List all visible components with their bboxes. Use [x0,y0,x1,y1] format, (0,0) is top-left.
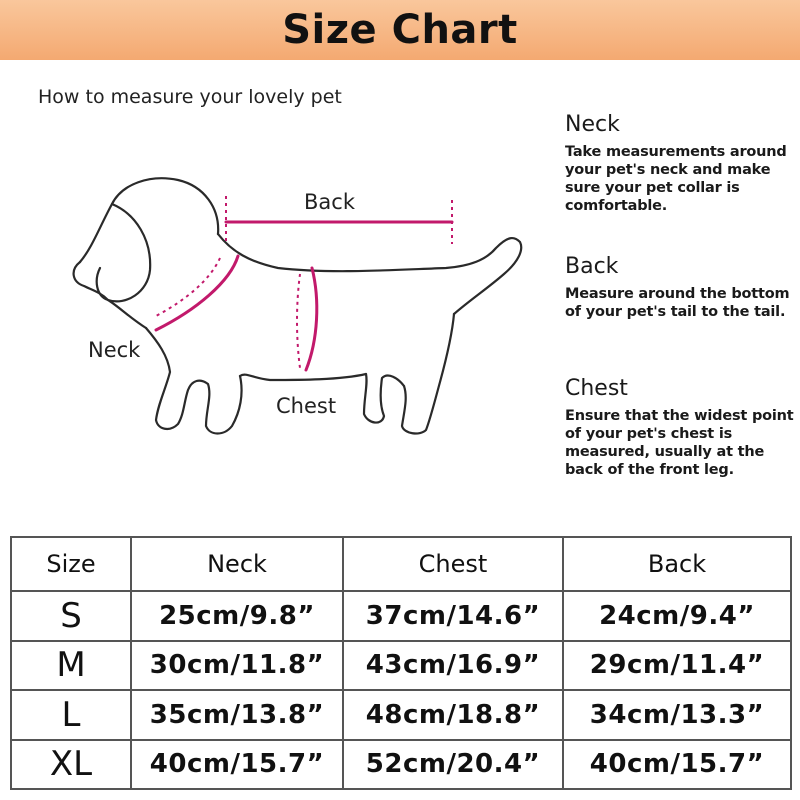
table-row [11,591,791,641]
back-label: Back [304,190,355,214]
size-cell: L [11,690,131,740]
back-cell: 24cm/9.4” [563,591,791,641]
size-cell: XL [11,740,131,790]
neck-cell: 25cm/9.8” [131,591,343,641]
neck-instruction [565,112,795,215]
back-cell: 40cm/15.7” [563,740,791,790]
page-title: Size Chart [282,7,518,53]
chest-measure-dashed [297,274,300,368]
dog-rear-outline [402,314,454,433]
neck-label: Neck [88,338,141,362]
size-cell: S [11,591,131,641]
table-row [11,690,791,740]
chest-instruction-text: Ensure that the widest point of your pet's chest is measured, usually at the back of the front leg. [565,408,794,478]
table-row [11,740,791,790]
size-cell: M [11,641,131,691]
table-row [11,641,791,691]
header-chest: Chest [343,537,563,591]
dog-back-outline [218,234,521,314]
back-instruction-title: Back [565,254,619,279]
measure-guide-subtitle: How to measure your lovely pet [38,86,342,108]
back-cell: 29cm/11.4” [563,641,791,691]
neck-cell: 40cm/15.7” [131,740,343,790]
neck-cell: 35cm/13.8” [131,690,343,740]
neck-instruction-text: Take measurements around your pet's neck and make sure your pet collar is comfortable. [565,144,787,214]
dog-belly-outline [240,374,366,380]
header-neck: Neck [131,537,343,591]
neck-measure-line [156,256,238,330]
chest-instruction [565,376,795,479]
chest-label: Chest [276,394,337,418]
size-table [10,536,792,790]
chest-cell: 43cm/16.9” [343,641,563,691]
chest-instruction-title: Chest [565,376,628,401]
header-back: Back [563,537,791,591]
neck-cell: 30cm/11.8” [131,641,343,691]
chest-measure-line [306,268,317,370]
chest-cell: 48cm/18.8” [343,690,563,740]
back-cell: 34cm/13.3” [563,690,791,740]
dog-front-leg-outline [146,328,242,434]
neck-instruction-title: Neck [565,112,620,137]
back-instruction [565,254,795,321]
chest-cell: 52cm/20.4” [343,740,563,790]
header-size: Size [11,537,131,591]
neck-measure-dashed [156,258,220,316]
table-header-row [11,537,791,591]
chest-cell: 37cm/14.6” [343,591,563,641]
back-instruction-text: Measure around the bottom of your pet's tail to the tail. [565,286,790,320]
